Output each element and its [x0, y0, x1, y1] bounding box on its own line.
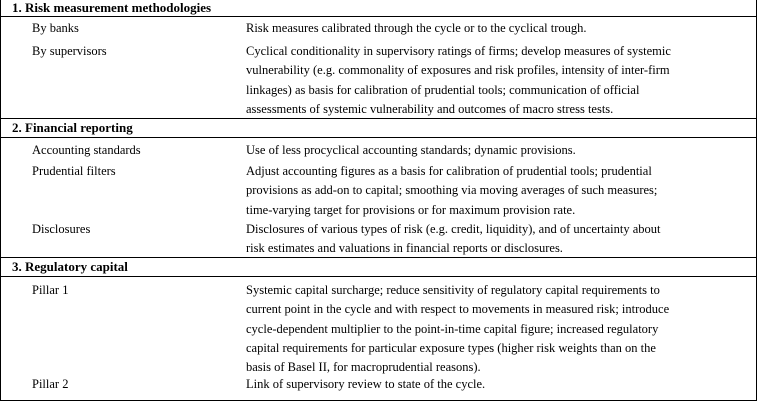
row-desc-prudential-filters	[246, 162, 726, 220]
section-divider	[0, 137, 757, 138]
row-label-pillar-2: Pillar 2	[32, 377, 69, 391]
desc-line: Adjust accounting figures as a basis for calibration of prudential tools; prudential	[246, 164, 652, 178]
row-label-accounting-standards: Accounting standards	[32, 143, 141, 157]
row-desc-by-supervisors	[246, 42, 726, 119]
section-divider	[0, 16, 757, 17]
desc-line: provisions as add-on to capital; smoothing via moving averages of such measures;	[246, 183, 658, 198]
section-title-financial-reporting: 2. Financial reporting	[12, 120, 133, 135]
row-desc-by-banks	[246, 19, 726, 38]
desc-line: Link of supervisory review to state of the cycle.	[246, 377, 486, 391]
row-label-by-banks: By banks	[32, 21, 79, 35]
row-desc-pillar-2	[246, 375, 726, 394]
desc-line: vulnerability (e.g. commonality of exposures and risk profiles, intensity of inter-firm	[246, 63, 670, 78]
section-divider	[0, 276, 757, 277]
section-title-risk-measurement: 1. Risk measurement methodologies	[12, 0, 212, 15]
desc-line: current point in the cycle and with respect to movements in measured risk; introduce	[246, 302, 670, 317]
desc-line: Systemic capital surcharge; reduce sensitivity of regulatory capital requirements to	[246, 283, 660, 297]
desc-line: linkages) as basis for calibration of prudential tools; communication of official	[246, 82, 640, 97]
row-desc-pillar-1	[246, 281, 726, 377]
row-label-pillar-1: Pillar 1	[32, 283, 69, 297]
section-title-regulatory-capital: 3. Regulatory capital	[12, 259, 128, 274]
desc-line: Cyclical conditionality in supervisory ratings of firms; develop measures of systemic	[246, 44, 671, 58]
desc-line: risk estimates and valuations in financial reports or disclosures.	[246, 241, 563, 256]
desc-line: time-varying target for provisions or for maximum provision rate.	[246, 202, 576, 217]
desc-line: cycle-dependent multiplier to the point-in-time capital figure; increased regulatory	[246, 321, 659, 336]
desc-line: basis of Basel II, for macroprudential reasons).	[246, 360, 481, 375]
row-label-prudential-filters: Prudential filters	[32, 164, 116, 178]
row-desc-disclosures	[246, 220, 726, 259]
desc-line: Risk measures calibrated through the cycle or to the cyclical trough.	[246, 21, 587, 35]
desc-line: Disclosures of various types of risk (e.g. credit, liquidity), and of uncertainty about	[246, 222, 661, 236]
desc-line: Use of less procyclical accounting standards; dynamic provisions.	[246, 143, 576, 157]
desc-line: assessments of systemic vulnerability and outcomes of macro stress tests.	[246, 101, 614, 116]
desc-line: capital requirements for particular exposure types (higher risk weights than on the	[246, 340, 656, 355]
row-label-by-supervisors: By supervisors	[32, 44, 107, 58]
row-label-disclosures: Disclosures	[32, 222, 91, 236]
row-desc-accounting-standards	[246, 141, 726, 160]
